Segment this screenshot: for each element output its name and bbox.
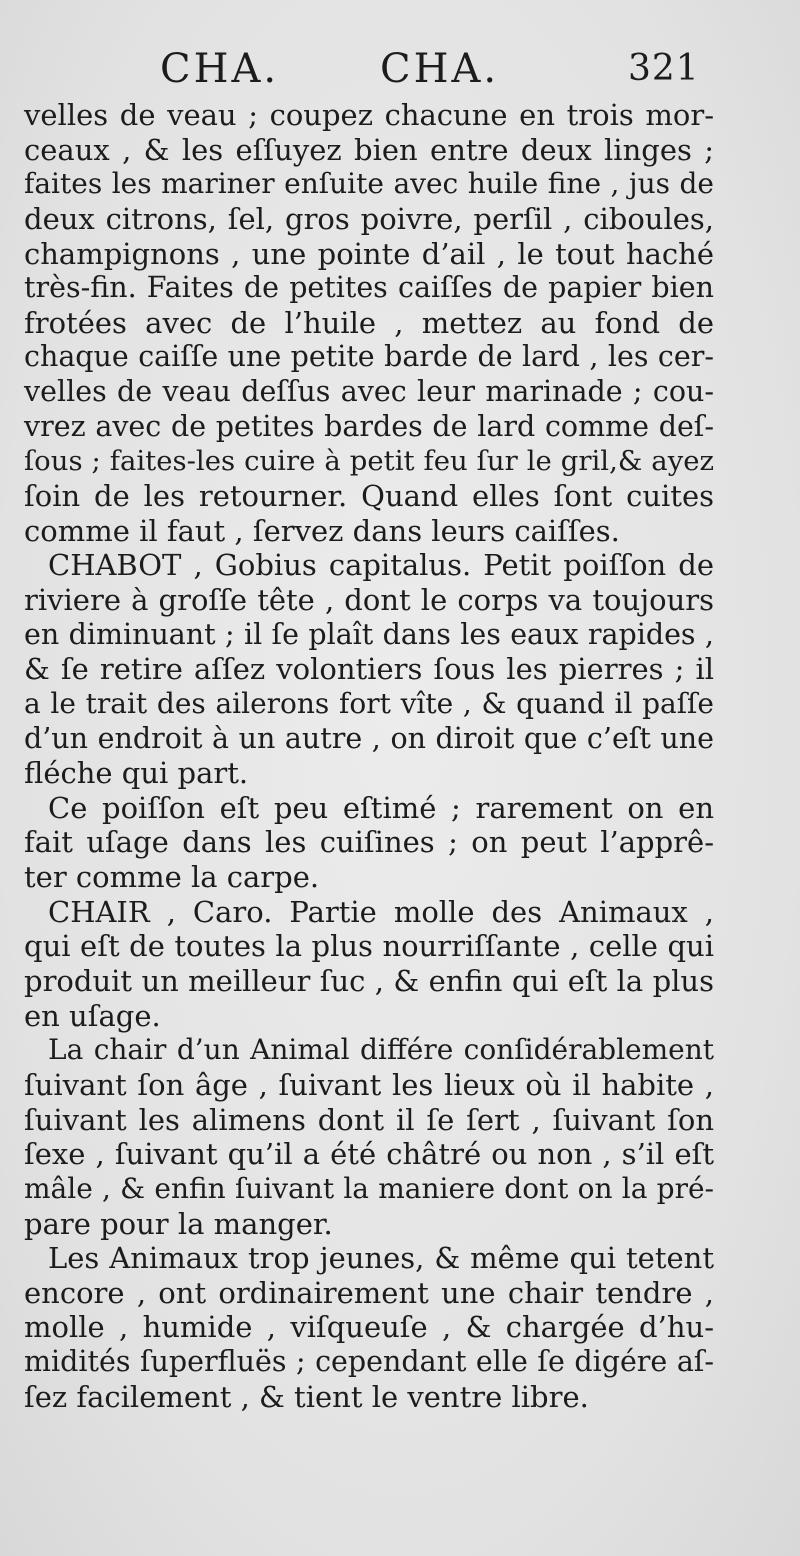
text-line: en diminuant ; il ſe plaît dans les eaux rapides ,: [24, 617, 714, 651]
text-line: faites les mariner enſuite avec huile fine , jus de: [24, 167, 714, 201]
text-line: très-fin. Faites de petites caiſſes de papier bien: [24, 271, 714, 305]
text-line: vrez avec de petites bardes de lard comme deſ-: [24, 409, 714, 443]
header-left: CHA.: [160, 46, 280, 92]
text-line: La chair d’un Animal différe conſidérablement: [48, 1033, 714, 1067]
page-body-text: [24, 98, 714, 1414]
text-line: & ſe retire aſſez volontiers ſous les pierres ; il: [24, 652, 714, 687]
text-line: ſez facilement , & tient le ventre libre.: [24, 1379, 589, 1414]
text-line: ter comme la carpe.: [24, 860, 320, 895]
text-line: comme il faut , ſervez dans leurs caiſſes.: [24, 513, 620, 548]
text-line: velles de veau ; coupez chacune en trois mor-: [24, 98, 714, 132]
text-line: a le trait des ailerons fort vîte , & quand il paſſe: [24, 686, 714, 720]
header-middle: CHA.: [380, 46, 500, 92]
text-line: Ce poiſſon eſt peu eſtimé ; rarement on en: [48, 790, 714, 825]
text-line: CHABOT , Gobius capitalus. Petit poiſſon de: [48, 548, 714, 583]
text-line: mâle , & enfin ſuivant la maniere dont on la pré-: [24, 1171, 714, 1205]
text-line: chaque caiſſe une petite barde de lard , les cer-: [24, 340, 714, 374]
text-line: ſuivant ſon âge , ſuivant les lieux où il habite ,: [24, 1067, 714, 1102]
text-line: ſuivant les alimens dont il ſe ſert , ſuivant ſon: [24, 1102, 714, 1137]
text-line: ſous ; faites-les cuire à petit feu ſur le gril,& ayez: [24, 445, 714, 478]
text-line: Les Animaux trop jeunes, & même qui tetent: [48, 1241, 714, 1276]
text-line: d’un endroit à un autre , on diroit que c’eſt une: [24, 721, 714, 755]
text-line: CHAIR , Caro. Partie molle des Animaux ,: [48, 894, 714, 929]
text-line: molle , humide , viſqueuſe , & chargée d’hu-: [24, 1310, 714, 1345]
text-line: fait uſage dans les cuiſines ; on peut l’apprê-: [24, 825, 714, 860]
text-line: riviere à groſſe tête , dont le corps va toujours: [24, 582, 714, 617]
text-line: deux citrons, ſel, gros poivre, perſil , ciboules,: [24, 201, 714, 236]
text-line: produit un meilleur ſuc , & enfin qui eſt la plus: [24, 964, 714, 999]
text-line: qui eſt de toutes la plus nourriſſante , celle qui: [24, 929, 714, 964]
text-line: ceaux , & les eſſuyez bien entre deux linges ;: [24, 132, 714, 167]
page-number: 321: [628, 48, 700, 89]
text-line: pare pour la manger.: [24, 1206, 333, 1241]
text-line: fléche qui part.: [24, 756, 249, 791]
text-line: velles de veau deſſus avec leur marinade ; cou-: [24, 375, 714, 409]
text-line: en uſage.: [24, 998, 161, 1033]
text-line: ſoin de les retourner. Quand elles ſont cuites: [24, 479, 714, 514]
text-line: midités ſuperfluës ; cependant elle ſe digére aſ-: [24, 1345, 714, 1379]
text-line: champignons , une pointe d’ail , le tout haché: [24, 236, 714, 271]
running-header: [0, 46, 800, 96]
text-line: frotées avec de l’huile , mettez au fond de: [24, 305, 714, 340]
text-line: encore , ont ordinairement une chair tendre ,: [24, 1275, 714, 1310]
text-line: ſexe , ſuivant qu’il a été châtré ou non , s’il eſt: [24, 1137, 714, 1172]
